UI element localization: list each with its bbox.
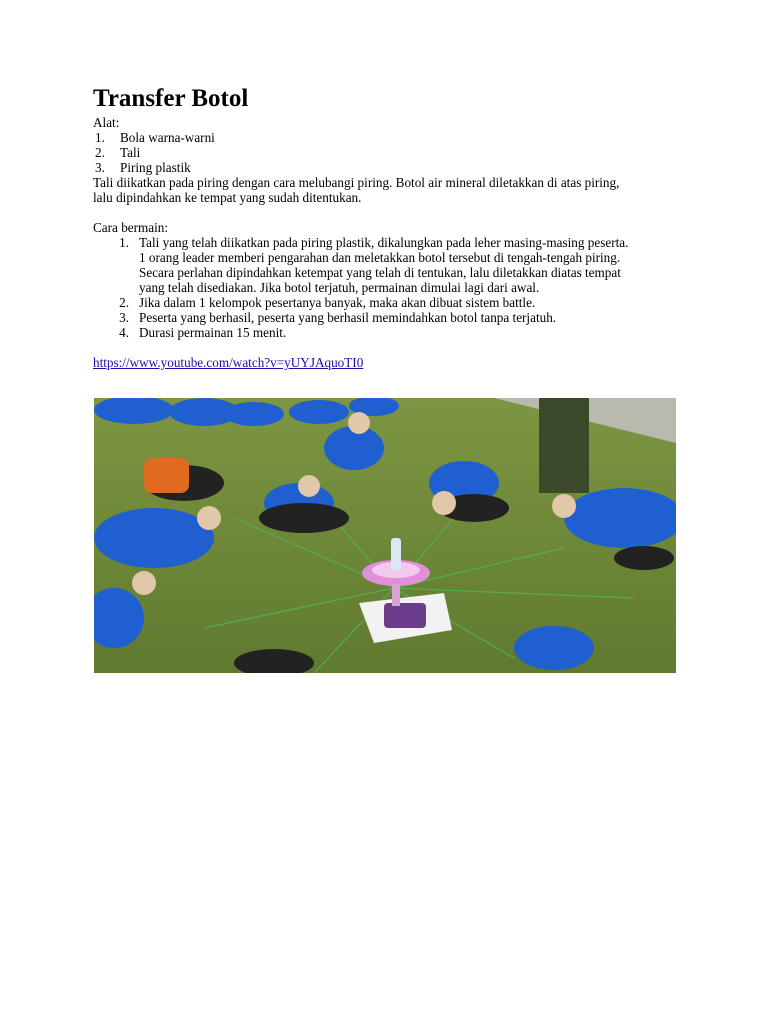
list-item: 4. Durasi permainan 15 menit. (119, 325, 287, 340)
list-item: 2. Jika dalam 1 kelompok pesertanya banyak, maka akan dibuat sistem battle. (119, 295, 536, 310)
description-line: Tali diikatkan pada piring dengan cara melubangi piring. Botol air mineral diletakkan di atas piring, (93, 175, 620, 190)
alat-label: Alat: (93, 115, 120, 130)
cara-list (93, 235, 683, 340)
list-item: 1. Tali yang telah diikatkan pada piring plastik, dikalungkan pada leher masing-masing peserta. 1 orang leader memberi pengarahan dan meletakkan botol tersebut di tengah-tengah piring. Secara perlahan dipindahkan ketempat yang telah di tentukan, lalu diletakkan diatas tempat yang telah disediakan. Jika botol terjatuh, permainan dimulai lagi dari awal. (119, 235, 629, 295)
description-line: lalu dipindahkan ke tempat yang sudah ditentukan. (93, 190, 362, 205)
list-item: 2. Tali (95, 145, 141, 160)
list-item: 1. Bola warna-warni (95, 130, 215, 145)
cara-label: Cara bermain: (93, 220, 169, 235)
list-item: 3. Piring plastik (95, 160, 191, 175)
page-title: Transfer Botol (93, 85, 249, 112)
youtube-link[interactable]: https://www.youtube.com/watch?v=yUYJAquoTI0 (93, 355, 364, 370)
alat-list (93, 130, 683, 175)
list-item: 3. Peserta yang berhasil, peserta yang berhasil memindahkan botol tanpa terjatuh. (119, 310, 557, 325)
document-body (93, 84, 683, 370)
group-game-photo (94, 398, 676, 673)
